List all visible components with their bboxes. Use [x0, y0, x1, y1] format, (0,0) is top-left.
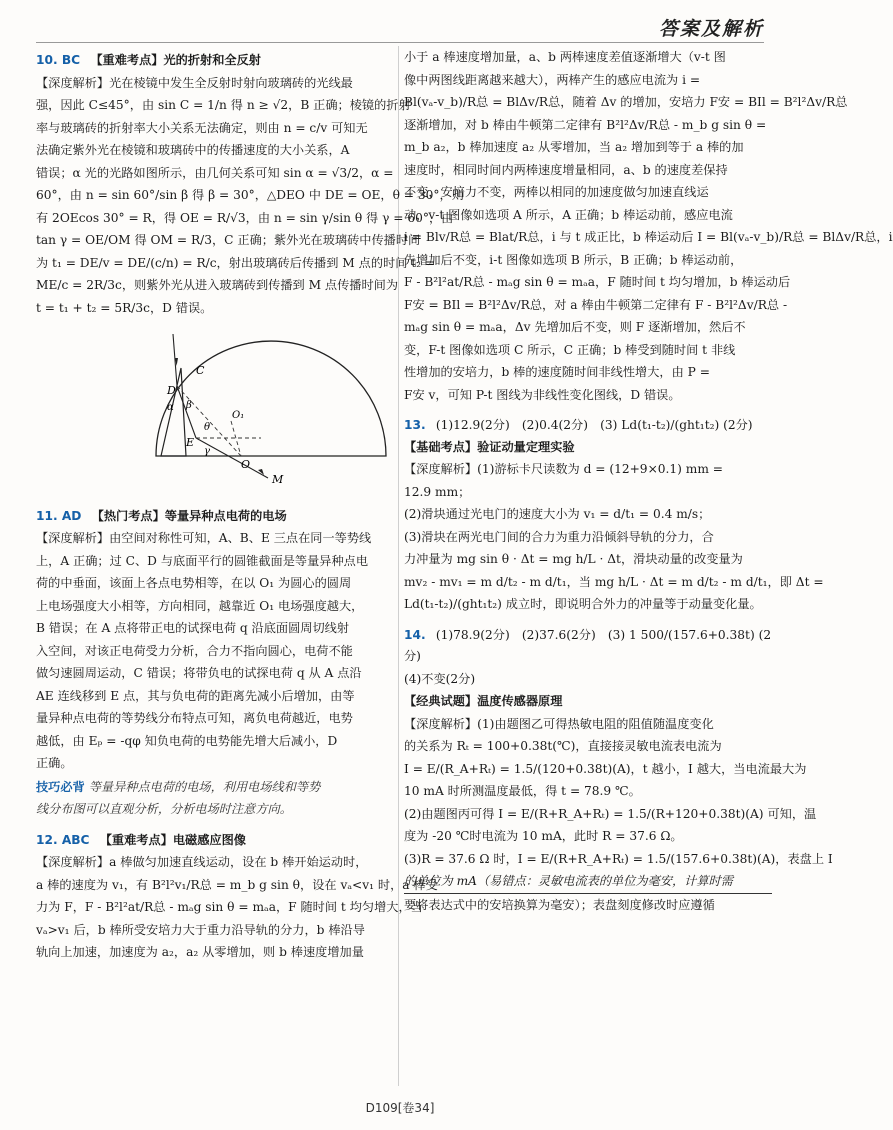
q12-cont-line: 变，F-t 图像如选项 C 所示，C 正确；b 棒受到随时间 t 非线 [404, 342, 736, 357]
q10-line: 有 2OEcos 30° = R，得 OE = R/√3，由 n = sin γ/sin θ 得 γ = 60°，由 [36, 210, 454, 225]
q13-heading [404, 415, 772, 437]
q11-line: 入空间，对该正电荷受力分析，合力不指向圆心，电荷不能 [36, 643, 353, 658]
q13-answers: (1)12.9(2分) (2)0.4(2分) (3) Ld(t₁-t₂)/(ght₁t₂) (2分) [435, 418, 753, 432]
q12-cont-line: 先增加后不变，i-t 图像如选项 B 所示，B 正确；b 棒运动前， [404, 252, 743, 267]
q11-line: 上电场强度大小相等，方向相同，越靠近 O₁ 电场强度越大， [36, 598, 364, 613]
q12-cont-line: F安 = BIl = B²l²Δv/R总，对 a 棒由牛顿第二定律有 F - B²l²Δv/R总 - [404, 297, 788, 312]
page-footer: D109[卷34] [365, 1101, 435, 1115]
q14-line: 要将表达式中的安培换算为毫安）；表盘刻度修改时应遵循 [404, 897, 715, 912]
q14-line: 度为 -20 ℃时电流为 10 mA，此时 R = 37.6 Ω。 [404, 829, 683, 843]
q14-line: 【深度解析】(1)由题图乙可得热敏电阻的阻值随温度变化 [404, 716, 714, 731]
q13-number: 13. [404, 418, 426, 432]
q12-cont-line: mₐg sin θ = mₐa，Δv 先增加后不变，则 F 逐渐增加，然后不 [404, 320, 746, 334]
q12-cont-line: 不变，安培力不变，两棒以相同的加速度做匀加速直线运 [404, 185, 709, 199]
q12-heading [36, 830, 406, 852]
label-gamma: γ [204, 446, 210, 457]
q13-line: (3)滑块在两光电门间的合力为重力沿倾斜导轨的分力，合 [404, 529, 714, 544]
q11-line: 越低，由 Eₚ = -qφ 知负电荷的电势能先增大后减小，D [36, 733, 338, 748]
q10-number: 10. BC [36, 53, 81, 67]
q12-cont-line: 小于 a 棒速度增加量，a、b 两棒速度差值逐渐增大（v-t 图 [404, 50, 726, 64]
tip-text: 等量异种点电荷的电场，利用电场线和等势 [88, 779, 321, 794]
q11-tip-line: 线分布图可以直观分析，分析电场时注意方向。 [36, 802, 292, 816]
q12-cont-line: 逐渐增加，对 b 棒由牛顿第二定律有 B²l²Δv/R总 - m_b g sin θ = [404, 117, 767, 132]
q14-number: 14. [404, 627, 426, 642]
right-column [404, 46, 893, 917]
ray-d-e [177, 386, 196, 438]
ray-e-m [196, 438, 268, 478]
q12-cont-line: 像中两图线距离越来越大），两棒产生的感应电流为 i = [404, 72, 701, 87]
label-o: O [241, 458, 251, 471]
q14-answers: (1)78.9(2分) (2)37.6(2分) (3) 1 500/(157.6+0.38t) (2分) [404, 627, 772, 663]
q14-line: 10 mA 时所测温度最低，得 t = 78.9 ℃。 [404, 784, 641, 798]
q11-tag: 【热门考点】等量异种点电荷的电场 [91, 508, 287, 523]
q10-line: 法确定紫外光在棱镜和玻璃砖中的传播速度的大小关系，A [36, 143, 350, 157]
label-beta: β [186, 400, 192, 411]
q12-line: 【深度解析】a 棒做匀加速直线运动，设在 b 棒开始运动时， [36, 855, 368, 869]
q11-line: AE 连线移到 E 点，其与负电荷的距离先减小后增加，由等 [36, 688, 355, 703]
q13-line: 12.9 mm； [404, 484, 471, 499]
q12-number: 12. ABC [36, 832, 90, 847]
q12-cont-line: 性增加的安培力，b 棒的速度随时间非线性增大，由 P = [404, 365, 710, 379]
q14-line: 的关系为 Rₜ = 100+0.38t(℃)，直接接灵敏电流表电流为 [404, 739, 722, 753]
q10-line: 【深度解析】光在棱镜中发生全反射时射向玻璃砖的光线最 [36, 75, 353, 90]
q12-cont-line: 动，v-t 图像如选项 A 所示，A 正确；b 棒运动前，感应电流 [404, 207, 733, 222]
q10-tag: 【重难考点】光的折射和全反射 [90, 53, 261, 67]
q11-line: 量异种点电荷的等势线分布特点可知，离负电荷越近，电势 [36, 711, 353, 725]
q14-tag: 【经典试题】温度传感器原理 [404, 694, 563, 708]
q11-line: 上，A 正确；过 C、D 与底面平行的圆锥截面是等量异种点电 [36, 553, 369, 568]
q10-line: 错误；α 光的光路如图所示，由几何关系可知 sin α = √3/2，α = [36, 165, 394, 180]
tip-label: 技巧必背 [36, 779, 85, 794]
q11-tip-line [36, 777, 406, 799]
q12-line: 轨向上加速，加速度为 a₂，a₂ 从零增加，则 b 棒速度增加量 [36, 945, 364, 959]
q13-line: Ld(t₁-t₂)/(ght₁t₂) 成立时，即说明合外力的冲量等于动量变化量。 [404, 597, 762, 611]
q11-tip [36, 777, 406, 821]
label-m: M [272, 473, 284, 486]
q12-cont-line: F安 v，可知 P-t 图线为非线性变化图线，D 错误。 [404, 387, 681, 402]
q11-line: B 错误；在 A 点将带正电的试探电荷 q 沿底面圆周切线射 [36, 621, 350, 635]
label-e: E [186, 436, 195, 449]
label-alpha: α [167, 402, 174, 413]
q12-cont-line: 速度时，相同时间内两棒速度增量相同，a、b 的速度差保持 [404, 162, 728, 177]
q12-cont-line: m_b a₂，b 棒加速度 a₂ 从零增加，当 a₂ 增加到等于 a 棒的加 [404, 140, 744, 154]
q14-line: I = E/(R_A+Rₜ) = 1.5/(120+0.38t)(A)，t 越小，I 越大，当电流最大为 [404, 761, 807, 776]
q11-line: 做匀速圆周运动，C 错误；将带负电的试探电荷 q 从 A 点沿 [36, 666, 362, 680]
q10-body [36, 73, 464, 320]
q13-line: 【深度解析】(1)游标卡尺读数为 d = (12+9×0.1) mm = [404, 462, 723, 476]
q12-line: 力为 F，F - B²l²at/R总 - mₐg sin θ = mₐa，F 随时间 t 均匀增大，当 [36, 900, 423, 914]
q10-heading [36, 50, 406, 72]
q11-line: 荷的中垂面，该面上各点电势相等，在以 O₁ 为圆心的圆周 [36, 576, 352, 590]
q12-line: vₐ>v₁ 后，b 棒所受安培力大于重力沿导轨的分力，b 棒沿导 [36, 922, 365, 937]
q13-tag: 【基础考点】验证动量定理实验 [404, 439, 575, 454]
q12-cont-line: Bl(vₐ-v_b)/R总 = BlΔv/R总，随着 Δv 的增加，安培力 F安 = BIl = B²l²Δv/R总 [404, 95, 848, 109]
q12-continued [404, 47, 893, 406]
q12-cont-line: i = Blv/R总 = Blat/R总，i 与 t 成正比，b 棒运动后 I = Bl(vₐ-v_b)/R总 = BlΔv/R总，i [404, 230, 893, 244]
q14-line: 的单位为 mA（易错点：灵敏电流表的单位为毫安，计算时需 [404, 871, 772, 894]
q10-line: t = t₁ + t₂ = 5R/3c，D 错误。 [36, 300, 213, 315]
q12-line: a 棒的速度为 v₁，有 B²l²v₁/R总 = m_b g sin θ，设在 vₐ<v₁ 时，a 棒受 [36, 877, 438, 892]
q10-line: 强，因此 C≤45°，由 sin C = 1/n 得 n ≥ √2，B 正确；棱镜的折射 [36, 98, 411, 112]
q10-line: 60°，由 n = sin 60°/sin β 得 β = 30°，△DEO 中 DE = OE，θ = 30°，则 [36, 188, 464, 202]
q11-heading [36, 506, 406, 528]
q12-body [36, 852, 438, 964]
label-theta: θ [204, 422, 211, 433]
page-header-title: 答案及解析 [658, 18, 764, 40]
q14-line: (3)R = 37.6 Ω 时，I = E/(R+R_A+Rₜ) = 1.5/(157.6+0.38t)(A)，表盘上 I [404, 851, 833, 866]
q13-line: 力冲量为 mg sin θ · Δt = mg h/L · Δt，滑块动量的改变量为 [404, 552, 743, 566]
label-d: D [167, 384, 176, 397]
q10-line: tan γ = OE/OM 得 OM = R/3，C 正确；紫外光在玻璃砖中传播时间 [36, 233, 421, 247]
q10-line: 为 t₁ = DE/v = DE/(c/n) = R/c，射出玻璃砖后传播到 M 点的时间 t₂ = [36, 255, 436, 270]
q11-line: 正确。 [36, 756, 73, 770]
header-rule [36, 42, 764, 43]
q13-body [404, 459, 824, 616]
q14-answers-2: (4)不变(2分) [404, 671, 476, 686]
q10-line: ME/c = 2R/3c，则紫外光从进入玻璃砖到传播到 M 点传播时间为 [36, 278, 399, 292]
q11-body [36, 528, 406, 775]
optics-diagram [36, 326, 406, 486]
q14-line: (2)由题图丙可得 I = E/(R+R_A+Rₜ) = 1.5/(R+120+0.38t)(A) 可知，温 [404, 806, 817, 821]
q10-line: 率与玻璃砖的折射率大小关系无法确定，则由 n = c/v 可知无 [36, 120, 368, 135]
label-o1: O₁ [232, 410, 245, 421]
q11-line: 【深度解析】由空间对称性可知，A、B、E 三点在同一等势线 [36, 531, 372, 545]
q13-line: mv₂ - mv₁ = m d/t₂ - m d/t₁，当 mg h/L · Δt = m d/t₂ - m d/t₁，即 Δt = [404, 574, 824, 589]
q12-cont-line: F - B²l²at/R总 - mₐg sin θ = mₐa，F 随时间 t 均匀增加，b 棒运动后 [404, 275, 791, 289]
q13-line: (2)滑块通过光电门的速度大小为 v₁ = d/t₁ = 0.4 m/s； [404, 507, 711, 521]
q14-body [404, 714, 833, 917]
q11-number: 11. AD [36, 508, 82, 523]
label-c: C [196, 364, 205, 377]
q12-tag: 【重难考点】电磁感应图像 [99, 832, 246, 847]
q14-heading [404, 625, 772, 668]
